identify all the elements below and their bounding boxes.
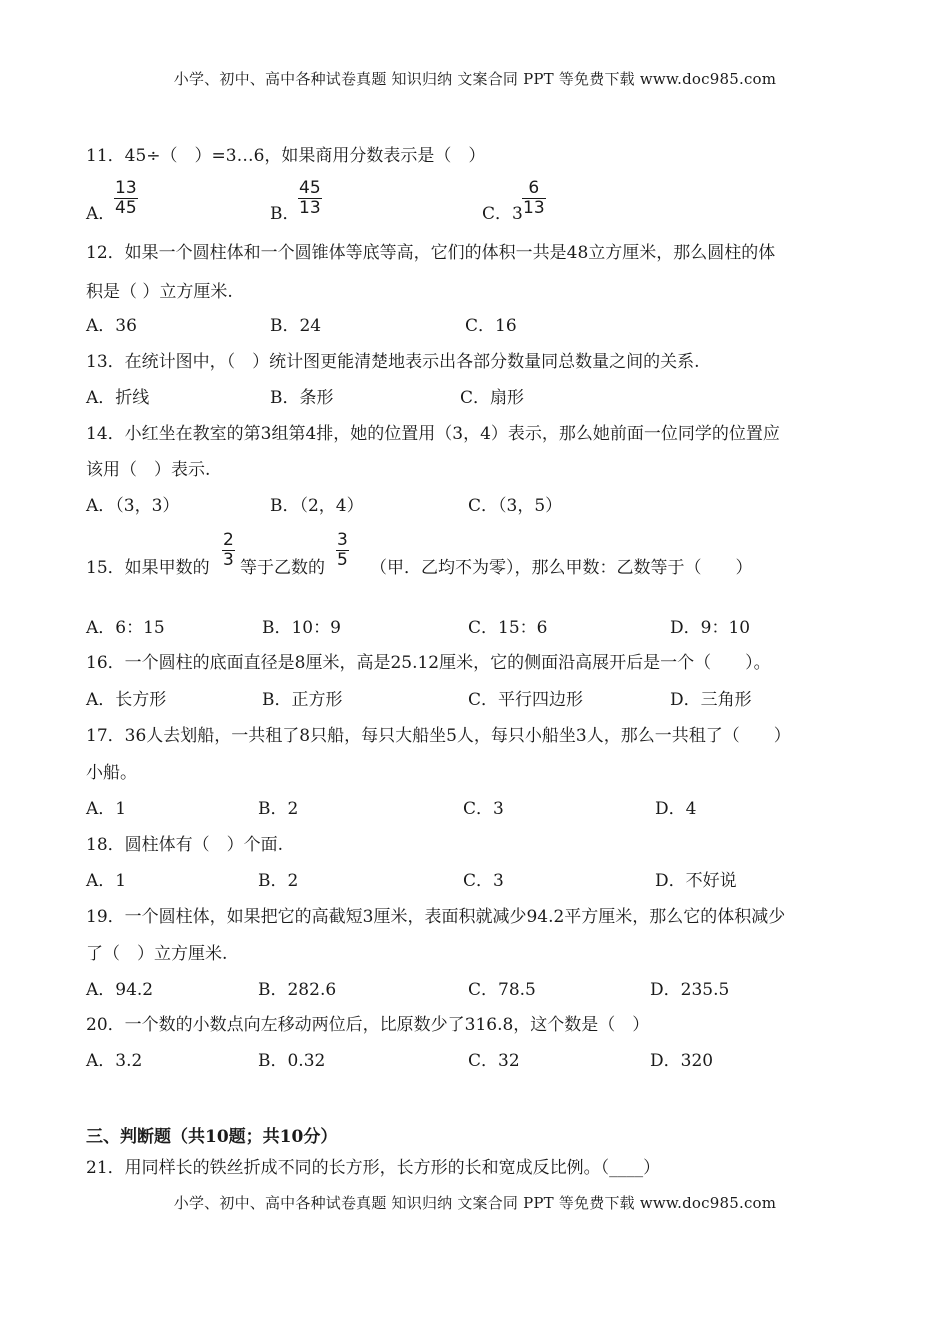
q16-option-a: A．长方形 — [86, 690, 167, 710]
q19-option-b: B．282.6 — [258, 980, 337, 1000]
q15-option-c: C．15：6 — [468, 618, 548, 638]
q11-c-numerator: 6 — [522, 179, 546, 199]
q15-fraction-1 — [222, 531, 235, 570]
question-13-stem: 13．在统计图中，（ ）统计图更能清楚地表示出各部分数量同总数量之间的关系. — [86, 352, 700, 372]
q16-option-c: C．平行四边形 — [468, 690, 584, 710]
q13-option-b: B．条形 — [270, 388, 334, 408]
q11-option-c-label: C．3 — [482, 204, 523, 224]
question-15-part-3: （甲．乙均不为零），那么甲数：乙数等于（ ） — [370, 558, 753, 578]
q15-option-d: D．9：10 — [670, 618, 751, 638]
q15-fraction-1-denominator: 3 — [223, 550, 234, 570]
q18-option-c: C．3 — [463, 871, 504, 891]
q15-option-b: B．10：9 — [262, 618, 341, 638]
question-20-stem: 20．一个数的小数点向左移动两位后，比原数少了316.8，这个数是（ ） — [86, 1015, 650, 1035]
question-18-stem: 18．圆柱体有（ ）个面. — [86, 835, 284, 855]
page-footer: 小学、初中、高中各种试卷真题 知识归纳 文案合同 PPT 等免费下载 www.doc985.com — [173, 1194, 777, 1212]
question-19-line-2: 了（ ）立方厘米. — [86, 944, 228, 964]
q20-option-d: D．320 — [650, 1051, 714, 1071]
q11-a-numerator: 13 — [115, 178, 137, 198]
q20-option-b: B．0.32 — [258, 1051, 326, 1071]
q15-fraction-1-numerator: 2 — [223, 530, 234, 550]
q18-option-a: A．1 — [86, 871, 127, 891]
page-header: 小学、初中、高中各种试卷真题 知识归纳 文案合同 PPT 等免费下载 www.doc985.com — [173, 70, 777, 88]
q11-option-a-fraction — [114, 179, 138, 218]
q17-option-b: B．2 — [258, 799, 299, 819]
question-17-line-1: 17．36人去划船，一共租了8只船，每只大船坐5人，每只小船坐3人，那么一共租了（ ） — [86, 726, 791, 746]
q18-option-b: B．2 — [258, 871, 299, 891]
q17-option-a: A．1 — [86, 799, 127, 819]
q18-option-d: D．不好说 — [655, 871, 737, 891]
q12-option-c: C．16 — [465, 316, 517, 336]
q11-a-denominator: 45 — [115, 198, 137, 218]
question-19-line-1: 19．一个圆柱体，如果把它的高截短3厘米，表面积就减少94.2平方厘米，那么它的体积减少 — [86, 907, 786, 927]
question-14-line-2: 该用（ ）表示. — [86, 460, 211, 480]
question-14-line-1: 14．小红坐在教室的第3组第4排，她的位置用（3，4）表示，那么她前面一位同学的位置应 — [86, 424, 780, 444]
question-11-stem: 11．45÷（ ）=3…6，如果商用分数表示是（ ） — [86, 146, 486, 166]
question-12-line-2: 积是（ ）立方厘米. — [86, 282, 233, 302]
question-15-part-1: 15．如果甲数的 — [86, 558, 210, 578]
q16-option-d: D．三角形 — [670, 690, 752, 710]
q15-fraction-2 — [336, 531, 349, 570]
q17-option-d: D．4 — [655, 799, 697, 819]
question-16-stem: 16．一个圆柱的底面直径是8厘米，高是25.12厘米，它的侧面沿高展开后是一个（ ）。 — [86, 653, 771, 673]
q13-option-a: A．折线 — [86, 388, 150, 408]
q15-option-a: A．6：15 — [86, 618, 165, 638]
q11-option-c-fraction — [522, 179, 546, 218]
q15-fraction-2-denominator: 5 — [337, 550, 348, 570]
q15-fraction-2-numerator: 3 — [337, 530, 348, 550]
q11-option-b-label: B． — [270, 204, 300, 224]
q13-option-c: C．扇形 — [460, 388, 525, 408]
q14-option-c: C．（3，5） — [468, 496, 563, 516]
q11-option-a-label: A． — [86, 204, 116, 224]
q11-b-denominator: 13 — [299, 198, 321, 218]
q19-option-c: C．78.5 — [468, 980, 536, 1000]
section-3-title: 三、判断题（共10题；共10分） — [86, 1127, 338, 1147]
q16-option-b: B．正方形 — [262, 690, 343, 710]
question-21-stem: 21．用同样长的铁丝折成不同的长方形，长方形的长和宽成反比例。（____） — [86, 1158, 661, 1178]
q12-option-b: B．24 — [270, 316, 322, 336]
question-12-line-1: 12．如果一个圆柱体和一个圆锥体等底等高，它们的体积一共是48立方厘米，那么圆柱的体 — [86, 243, 776, 263]
q19-option-d: D．235.5 — [650, 980, 730, 1000]
q20-option-a: A．3.2 — [86, 1051, 143, 1071]
question-17-line-2: 小船。 — [86, 763, 137, 783]
q14-option-a: A．（3，3） — [86, 496, 180, 516]
q14-option-b: B．（2，4） — [270, 496, 364, 516]
q11-b-numerator: 45 — [299, 178, 321, 198]
question-15-part-2: 等于乙数的 — [240, 558, 325, 578]
q11-option-b-fraction — [298, 179, 322, 218]
q11-c-denominator: 13 — [523, 198, 545, 218]
q20-option-c: C．32 — [468, 1051, 520, 1071]
q19-option-a: A．94.2 — [86, 980, 154, 1000]
q12-option-a: A．36 — [86, 316, 137, 336]
q17-option-c: C．3 — [463, 799, 504, 819]
